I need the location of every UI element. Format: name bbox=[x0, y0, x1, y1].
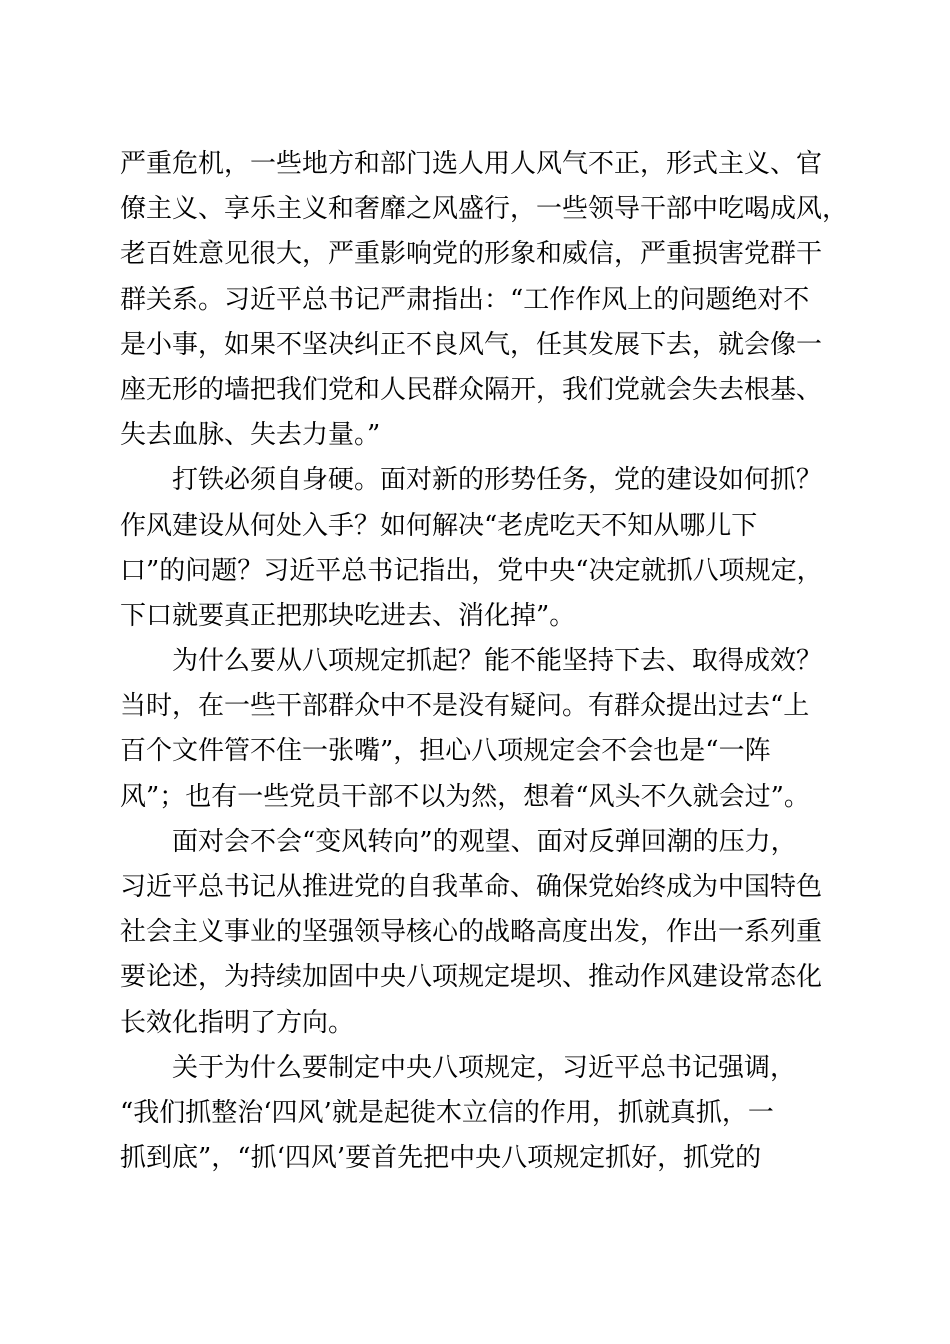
text-line: 打铁必须自身硬。面对新的形势任务，党的建设如何抓？ bbox=[172, 465, 823, 496]
paragraph-2 bbox=[120, 458, 832, 639]
document-body bbox=[120, 142, 849, 1181]
text-line: 关于为什么要制定中央八项规定，习近平总书记强调， bbox=[172, 1052, 797, 1083]
text-line: 当时，在一些干部群众中不是没有疑问。有群众提出过去“上 bbox=[120, 691, 810, 722]
text-line: 口”的问题？习近平总书记指出，党中央“决定就抓八项规定， bbox=[120, 555, 823, 586]
text-line: 风”；也有一些党员干部不以为然，想着“风头不久就会过”。 bbox=[120, 781, 810, 812]
text-line: 作风建设从何处入手？如何解决“老虎吃天不知从哪儿下 bbox=[120, 510, 758, 541]
text-line: 为什么要从八项规定抓起？能不能坚持下去、取得成效？ bbox=[172, 646, 823, 677]
text-line: 严重危机，一些地方和部门选人用人风气不正，形式主义、官 bbox=[120, 149, 823, 179]
text-line: 僚主义、享乐主义和奢靡之风盛行，一些领导干部中吃喝成风， bbox=[120, 194, 849, 225]
paragraph-5 bbox=[120, 1046, 832, 1182]
text-line: 要论述，为持续加固中央八项规定堤坝、推动作风建设常态化 bbox=[120, 962, 823, 993]
text-line: 习近平总书记从推进党的自我革命、确保党始终成为中国特色 bbox=[120, 872, 823, 902]
text-line: 下口就要真正把那块吃进去、消化掉”。 bbox=[120, 600, 576, 631]
text-line: 面对会不会“变风转向”的观望、面对反弹回潮的压力， bbox=[172, 826, 797, 857]
text-line: 抓到底”，“抓‘四风’要首先把中央八项规定抓好，抓党的 bbox=[120, 1143, 762, 1174]
text-line: 百个文件管不住一张嘴”，担心八项规定会不会也是“一阵 bbox=[120, 736, 771, 767]
paragraph-1 bbox=[120, 142, 849, 458]
text-line: “我们抓整治‘四风’就是起徙木立信的作用，抓就真抓，一 bbox=[120, 1097, 774, 1128]
text-line: 失去血脉、失去力量。” bbox=[120, 420, 381, 451]
text-line: 老百姓意见很大，严重影响党的形象和威信，严重损害党群干 bbox=[120, 239, 823, 270]
paragraph-4 bbox=[120, 820, 832, 1046]
text-line: 群关系。习近平总书记严肃指出：“工作作风上的问题绝对不 bbox=[120, 284, 810, 315]
text-line: 座无形的墙把我们党和人民群众隔开，我们党就会失去根基、 bbox=[120, 374, 823, 405]
paragraph-3 bbox=[120, 639, 832, 820]
text-line: 长效化指明了方向。 bbox=[120, 1007, 355, 1038]
text-line: 社会主义事业的坚强领导核心的战略高度出发，作出一系列重 bbox=[120, 917, 823, 948]
text-line: 是小事，如果不坚决纠正不良风气，任其发展下去，就会像一 bbox=[120, 329, 823, 360]
